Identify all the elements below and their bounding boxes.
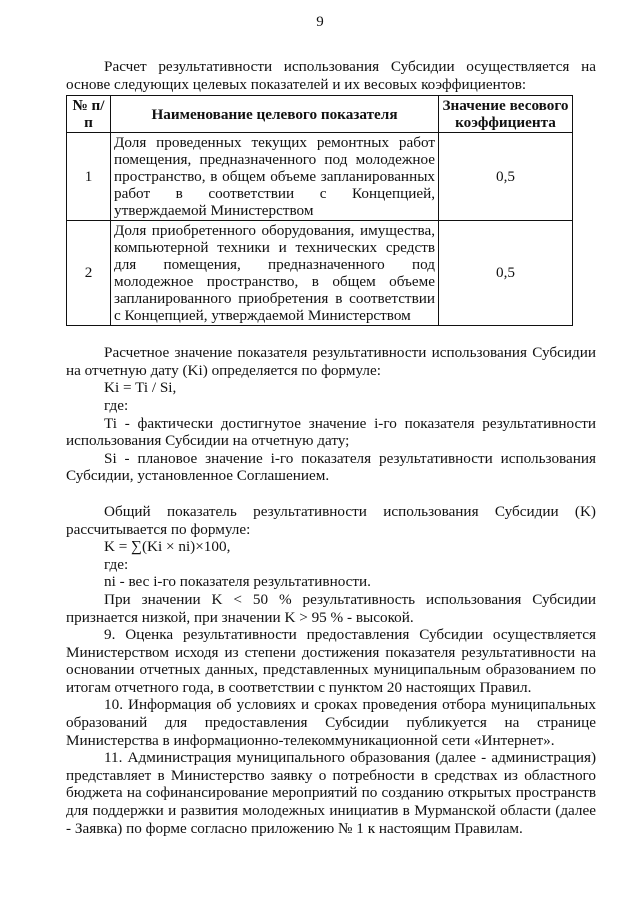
page-number: 9 bbox=[316, 14, 324, 30]
intro-paragraph: Расчет результативности использования Субсидии осуществляется на основе следующих целевых показателей и их весовых коэффициентов: bbox=[66, 58, 596, 93]
paragraph-item-11: 11. Администрация муниципального образования (далее - администрация) представляет в Министерство заявку о потребности в средствах из областного бюджета на софинансирование мероприятий по созданию открытых пространств для поддержки и развития молодежных инициатив в Мурманской области (далее - Заявка) по форме согласно приложению № 1 к настоящим Правилам. bbox=[66, 749, 596, 837]
table-header-row bbox=[67, 96, 573, 133]
paragraph-where: где: bbox=[104, 555, 129, 573]
paragraph-item-9: 9. Оценка результативности предоставления Субсидии осуществляется Министерством исходя из степени достижения показателя результативности на основании отчетных данных, представленных муниципальным образованием по итогам отчетного года, в соответствии с пунктом 20 настоящих Правил. bbox=[66, 626, 596, 696]
paragraph-ti: Ti - фактически достигнутое значение i-го показателя результативности использования Субсидии на отчетную дату; bbox=[66, 414, 596, 450]
indicators-table bbox=[66, 95, 573, 326]
row-number: 1 bbox=[67, 133, 111, 221]
row-indicator: Доля приобретенного оборудования, имущества, компьютерной техники и технических средств для помещения, предназначенного под молодежное пространство, в общем объеме запланированного приобретения в соответствии с Концепцией, утверждаемой Министерством bbox=[111, 221, 439, 326]
row-weight: 0,5 bbox=[439, 133, 573, 221]
paragraph-k-intro: Общий показатель результативности использования Субсидии (K) рассчитывается по формуле: bbox=[66, 502, 596, 538]
paragraph-item-10: 10. Информация об условиях и сроках проведения отбора муниципальных образований для предоставления Субсидии публикуется на странице Министерства в информационно-телекоммуникационной сети «Интернет». bbox=[66, 696, 596, 749]
formula-ki: Ki = Ti / Si, bbox=[104, 379, 177, 397]
page-content bbox=[66, 58, 596, 837]
row-weight: 0,5 bbox=[439, 221, 573, 326]
paragraph-si: Si - плановое значение i-го показателя результативности использования Субсидии, установленное Соглашением. bbox=[66, 449, 596, 485]
table-row bbox=[67, 133, 573, 221]
header-weight: Значение весового коэффициента bbox=[439, 96, 573, 133]
row-indicator: Доля проведенных текущих ремонтных работ помещения, предназначенного под молодежное пространство, в общем объеме запланированных работ в соответствии с Концепцией, утверждаемой Министерством bbox=[111, 133, 439, 221]
paragraph-ki-intro: Расчетное значение показателя результативности использования Субсидии на отчетную дату (Ki) определяется по формуле: bbox=[66, 344, 596, 379]
paragraph-ni: ni - вес i-го показателя результативности. bbox=[104, 573, 371, 591]
row-number: 2 bbox=[67, 221, 111, 326]
header-number: № п/п bbox=[67, 96, 111, 133]
paragraph-where: где: bbox=[104, 396, 129, 414]
header-indicator-name: Наименование целевого показателя bbox=[111, 96, 439, 133]
paragraph-thresholds: При значении K < 50 % результативность использования Субсидии признается низкой, при значении K > 95 % - высокой. bbox=[66, 590, 596, 626]
formula-k: K = ∑(Ki × ni)×100, bbox=[104, 538, 231, 556]
table-row bbox=[67, 221, 573, 326]
